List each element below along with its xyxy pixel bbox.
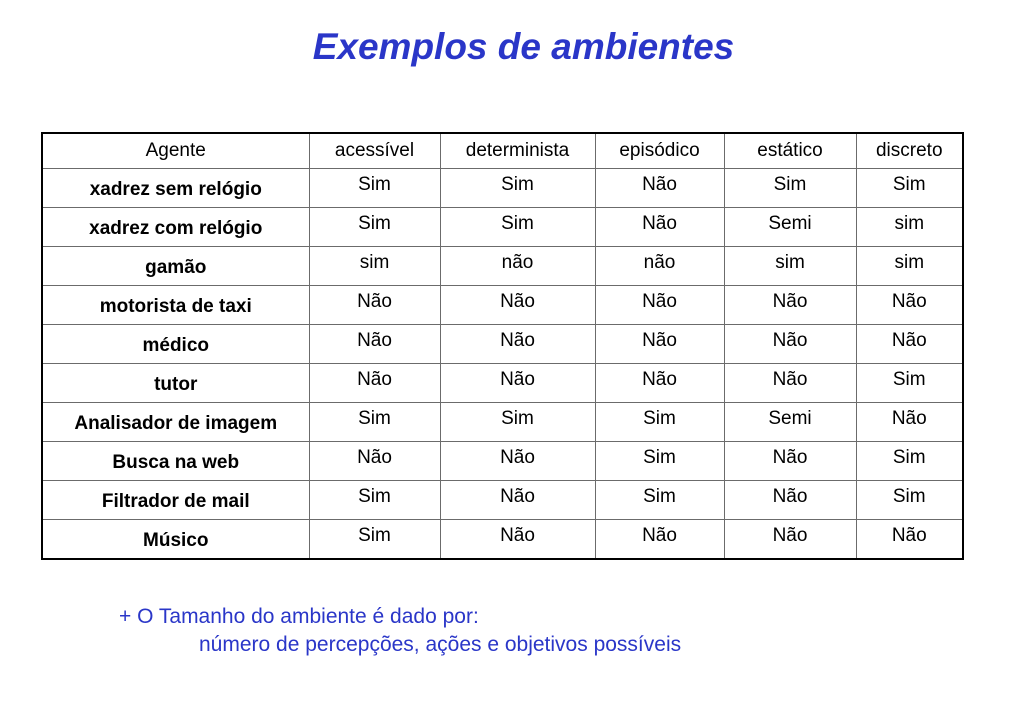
agent-name-cell: Analisador de imagem — [42, 403, 309, 442]
deterministic-cell: Sim — [440, 169, 595, 208]
deterministic-cell: Não — [440, 520, 595, 560]
deterministic-cell: Não — [440, 481, 595, 520]
deterministic-cell: Não — [440, 442, 595, 481]
static-cell: Não — [724, 325, 856, 364]
table-body — [42, 169, 963, 560]
slide-title: Exemplos de ambientes — [312, 26, 735, 67]
static-cell: Semi — [724, 208, 856, 247]
episodic-cell: Sim — [595, 403, 724, 442]
column-header-static: estático — [724, 133, 856, 169]
static-cell: Não — [724, 520, 856, 560]
discrete-cell: Não — [856, 403, 963, 442]
discrete-cell: Não — [856, 286, 963, 325]
table-row — [42, 208, 963, 247]
episodic-cell: Não — [595, 364, 724, 403]
discrete-cell: sim — [856, 247, 963, 286]
episodic-cell: não — [595, 247, 724, 286]
column-header-discrete: discreto — [856, 133, 963, 169]
agent-name-cell: xadrez com relógio — [42, 208, 309, 247]
agent-name-cell: Busca na web — [42, 442, 309, 481]
discrete-cell: Não — [856, 520, 963, 560]
agent-name-cell: Filtrador de mail — [42, 481, 309, 520]
accessible-cell: sim — [309, 247, 440, 286]
static-cell: Não — [724, 286, 856, 325]
accessible-cell: Não — [309, 364, 440, 403]
table-row — [42, 481, 963, 520]
deterministic-cell: Sim — [440, 403, 595, 442]
episodic-cell: Sim — [595, 442, 724, 481]
environments-table — [41, 132, 964, 560]
episodic-cell: Não — [595, 169, 724, 208]
table-row — [42, 442, 963, 481]
table-row — [42, 247, 963, 286]
agent-name-cell: tutor — [42, 364, 309, 403]
column-header-accessible: acessível — [309, 133, 440, 169]
episodic-cell: Não — [595, 520, 724, 560]
agent-name-cell: motorista de taxi — [42, 286, 309, 325]
episodic-cell: Não — [595, 286, 724, 325]
accessible-cell: Sim — [309, 208, 440, 247]
deterministic-cell: Sim — [440, 208, 595, 247]
static-cell: Semi — [724, 403, 856, 442]
static-cell: Não — [724, 442, 856, 481]
static-cell: Sim — [724, 169, 856, 208]
table-header-row — [42, 133, 963, 169]
table-row — [42, 325, 963, 364]
deterministic-cell: não — [440, 247, 595, 286]
discrete-cell: Sim — [856, 364, 963, 403]
deterministic-cell: Não — [440, 286, 595, 325]
column-header-episodic: episódico — [595, 133, 724, 169]
static-cell: Não — [724, 364, 856, 403]
accessible-cell: Não — [309, 325, 440, 364]
table-row — [42, 403, 963, 442]
discrete-cell: Sim — [856, 169, 963, 208]
column-header-deterministic: determinista — [440, 133, 595, 169]
episodic-cell: Não — [595, 325, 724, 364]
discrete-cell: Sim — [856, 481, 963, 520]
footnote-line-2: número de percepções, ações e objetivos possíveis — [199, 633, 682, 656]
footnote-line-1: + O Tamanho do ambiente é dado por: — [119, 605, 479, 628]
accessible-cell: Não — [309, 442, 440, 481]
table-row — [42, 169, 963, 208]
episodic-cell: Não — [595, 208, 724, 247]
accessible-cell: Sim — [309, 169, 440, 208]
agent-name-cell: xadrez sem relógio — [42, 169, 309, 208]
static-cell: sim — [724, 247, 856, 286]
agent-name-cell: gamão — [42, 247, 309, 286]
table-row — [42, 520, 963, 560]
episodic-cell: Sim — [595, 481, 724, 520]
accessible-cell: Sim — [309, 481, 440, 520]
table-row — [42, 286, 963, 325]
discrete-cell: Não — [856, 325, 963, 364]
column-header-agent: Agente — [42, 133, 309, 169]
deterministic-cell: Não — [440, 364, 595, 403]
static-cell: Não — [724, 481, 856, 520]
discrete-cell: sim — [856, 208, 963, 247]
accessible-cell: Sim — [309, 520, 440, 560]
agent-name-cell: Músico — [42, 520, 309, 560]
agent-name-cell: médico — [42, 325, 309, 364]
accessible-cell: Sim — [309, 403, 440, 442]
footnote — [119, 603, 681, 659]
table-row — [42, 364, 963, 403]
discrete-cell: Sim — [856, 442, 963, 481]
accessible-cell: Não — [309, 286, 440, 325]
deterministic-cell: Não — [440, 325, 595, 364]
